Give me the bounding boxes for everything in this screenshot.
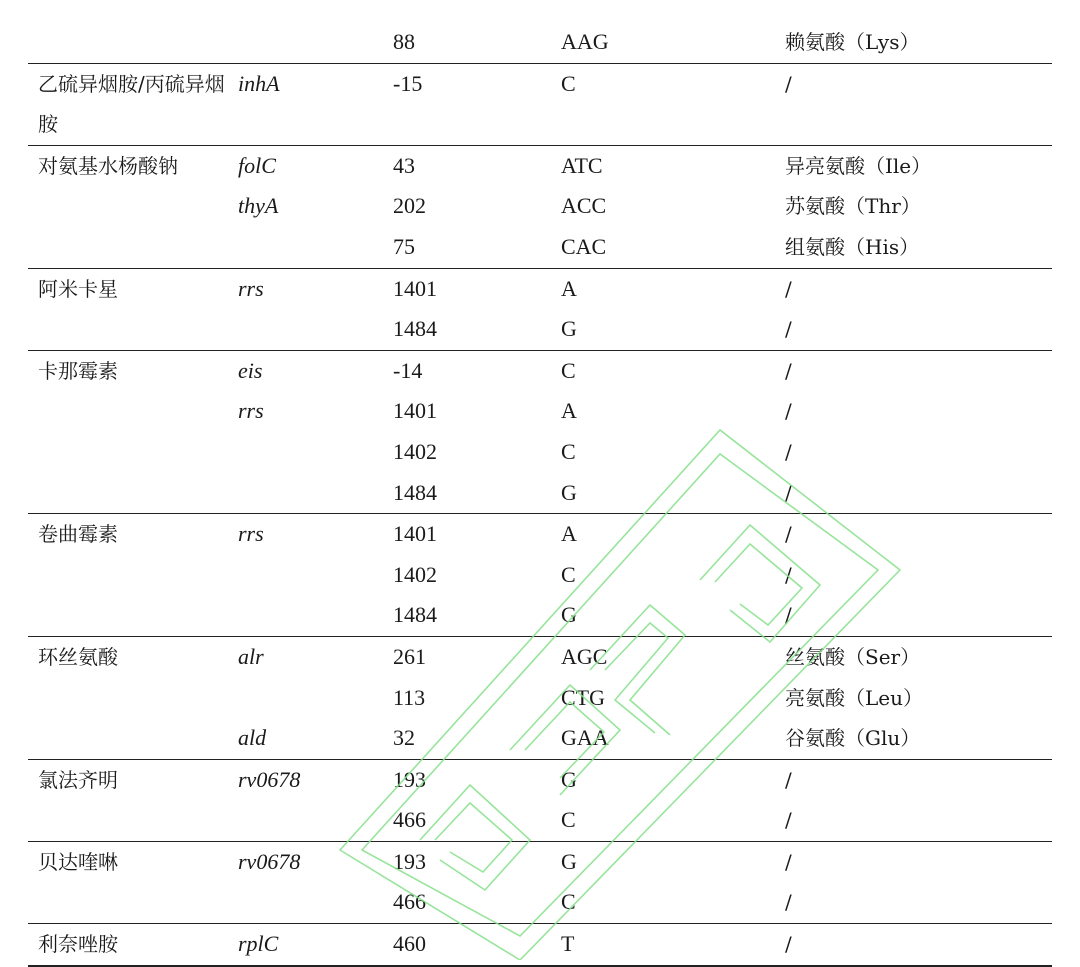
drug-cell xyxy=(28,473,238,514)
table-row xyxy=(28,186,1052,227)
position-cell: 75 xyxy=(393,233,415,259)
drug-cell: 氯法齐明 xyxy=(28,759,238,800)
table-row xyxy=(28,800,1052,841)
codon-cell: G xyxy=(561,759,785,800)
table-row xyxy=(28,841,1052,882)
drug-cell xyxy=(28,432,238,473)
amino-acid-cell: / xyxy=(785,480,792,505)
gene-cell: rrs xyxy=(238,398,264,424)
drug-cell xyxy=(28,595,238,636)
drug-cell: 利奈唑胺 xyxy=(28,924,238,966)
position-cell: 1401 xyxy=(393,268,561,309)
table-row xyxy=(28,22,1052,63)
amino-acid-cell: / xyxy=(785,439,792,464)
gene-cell xyxy=(238,595,393,636)
resistance-mutation-table xyxy=(28,22,1052,967)
position-cell: 1484 xyxy=(393,479,437,505)
table-row xyxy=(28,718,1052,759)
gene-cell: rv0678 xyxy=(238,759,393,800)
position-cell: 1402 xyxy=(393,438,437,464)
gene-cell xyxy=(238,22,393,63)
codon-cell: AGC xyxy=(561,636,785,677)
gene-cell xyxy=(238,432,393,473)
position-cell: 1402 xyxy=(393,561,437,587)
gene-cell: inhA xyxy=(238,63,393,145)
amino-acid-cell: / xyxy=(785,562,792,587)
gene-cell: rplC xyxy=(238,924,393,966)
position-cell: 193 xyxy=(393,841,561,882)
position-cell: 261 xyxy=(393,636,561,677)
codon-cell: C xyxy=(561,63,785,145)
drug-cell xyxy=(28,227,238,268)
table-row xyxy=(28,759,1052,800)
amino-acid-cell: / xyxy=(785,350,1052,391)
amino-acid-cell: 谷氨酸（Glu） xyxy=(785,726,921,751)
position-cell: -14 xyxy=(393,350,561,391)
amino-acid-cell: 丝氨酸（Ser） xyxy=(785,636,1052,677)
codon-cell: G xyxy=(561,841,785,882)
drug-cell xyxy=(28,882,238,923)
codon-cell: CTG xyxy=(561,684,605,710)
codon-cell: T xyxy=(561,924,785,966)
gene-cell xyxy=(238,227,393,268)
position-cell: 1484 xyxy=(393,602,437,628)
table-row xyxy=(28,391,1052,432)
codon-cell: CAC xyxy=(561,233,607,259)
drug-cell xyxy=(28,555,238,596)
position-cell: 43 xyxy=(393,145,561,186)
codon-cell: A xyxy=(561,398,577,424)
position-cell: 113 xyxy=(393,684,426,710)
amino-acid-cell: / xyxy=(785,890,792,915)
table-row xyxy=(28,309,1052,350)
codon-cell: G xyxy=(561,316,577,342)
gene-cell: folC xyxy=(238,145,393,186)
codon-cell: G xyxy=(561,479,577,505)
drug-cell: 对氨基水杨酸钠 xyxy=(28,145,238,186)
drug-cell: 阿米卡星 xyxy=(28,268,238,309)
codon-cell: A xyxy=(561,514,785,555)
drug-cell xyxy=(28,22,238,63)
gene-cell: ald xyxy=(238,725,267,751)
gene-cell: thyA xyxy=(238,193,279,219)
drug-cell: 乙硫异烟胺/丙硫异烟胺 xyxy=(28,63,238,145)
amino-acid-cell: 苏氨酸（Thr） xyxy=(785,194,921,219)
position-cell: 88 xyxy=(393,29,415,54)
gene-cell xyxy=(238,309,393,350)
codon-cell: G xyxy=(561,602,577,628)
table-row xyxy=(28,595,1052,636)
drug-cell: 卷曲霉素 xyxy=(28,514,238,555)
codon-cell: C xyxy=(561,889,576,915)
position-cell: 460 xyxy=(393,924,561,966)
position-cell: 1401 xyxy=(393,514,561,555)
gene-cell: rrs xyxy=(238,514,393,555)
codon-cell: C xyxy=(561,350,785,391)
amino-acid-cell: / xyxy=(785,399,792,424)
position-cell: 202 xyxy=(393,193,426,219)
drug-cell xyxy=(28,391,238,432)
table-row xyxy=(28,514,1052,555)
amino-acid-cell: 赖氨酸（Lys） xyxy=(785,30,920,54)
table-row xyxy=(28,145,1052,186)
gene-cell: alr xyxy=(238,636,393,677)
table-row xyxy=(28,268,1052,309)
position-cell: -15 xyxy=(393,63,561,145)
drug-cell: 贝达喹啉 xyxy=(28,841,238,882)
amino-acid-cell: / xyxy=(785,268,1052,309)
codon-cell: C xyxy=(561,807,576,833)
codon-cell: ACC xyxy=(561,193,607,219)
drug-cell xyxy=(28,186,238,227)
drug-cell xyxy=(28,800,238,841)
drug-cell xyxy=(28,309,238,350)
amino-acid-cell: / xyxy=(785,63,1052,145)
amino-acid-cell: / xyxy=(785,759,1052,800)
position-cell: 193 xyxy=(393,759,561,800)
table-row xyxy=(28,63,1052,145)
table-row xyxy=(28,924,1052,966)
table-row xyxy=(28,350,1052,391)
amino-acid-cell: 异亮氨酸（Ile） xyxy=(785,145,1052,186)
drug-cell xyxy=(28,718,238,759)
codon-cell: GAA xyxy=(561,725,609,751)
amino-acid-cell: / xyxy=(785,924,1052,966)
gene-cell xyxy=(238,473,393,514)
amino-acid-cell: 组氨酸（His） xyxy=(785,234,920,259)
gene-cell: rrs xyxy=(238,268,393,309)
codon-cell: C xyxy=(561,438,576,464)
amino-acid-cell: / xyxy=(785,317,792,342)
table-body xyxy=(28,22,1052,966)
drug-cell xyxy=(28,678,238,719)
gene-cell xyxy=(238,882,393,923)
amino-acid-cell: / xyxy=(785,603,792,628)
gene-cell xyxy=(238,555,393,596)
table-row xyxy=(28,882,1052,923)
position-cell: 466 xyxy=(393,889,426,915)
table-row xyxy=(28,678,1052,719)
gene-cell xyxy=(238,800,393,841)
position-cell: 1401 xyxy=(393,398,437,424)
table-row xyxy=(28,473,1052,514)
codon-cell: C xyxy=(561,561,576,587)
gene-cell: eis xyxy=(238,350,393,391)
amino-acid-cell: / xyxy=(785,514,1052,555)
codon-cell: AAG xyxy=(561,29,609,54)
table-row xyxy=(28,227,1052,268)
gene-cell: rv0678 xyxy=(238,841,393,882)
amino-acid-cell: 亮氨酸（Leu） xyxy=(785,685,923,710)
amino-acid-cell: / xyxy=(785,808,792,833)
amino-acid-cell: / xyxy=(785,841,1052,882)
position-cell: 1484 xyxy=(393,316,437,342)
table-row xyxy=(28,432,1052,473)
position-cell: 466 xyxy=(393,807,426,833)
table-row xyxy=(28,636,1052,677)
table-row xyxy=(28,555,1052,596)
codon-cell: ATC xyxy=(561,145,785,186)
drug-cell: 环丝氨酸 xyxy=(28,636,238,677)
gene-cell xyxy=(238,678,393,719)
codon-cell: A xyxy=(561,268,785,309)
drug-cell: 卡那霉素 xyxy=(28,350,238,391)
position-cell: 32 xyxy=(393,725,415,751)
